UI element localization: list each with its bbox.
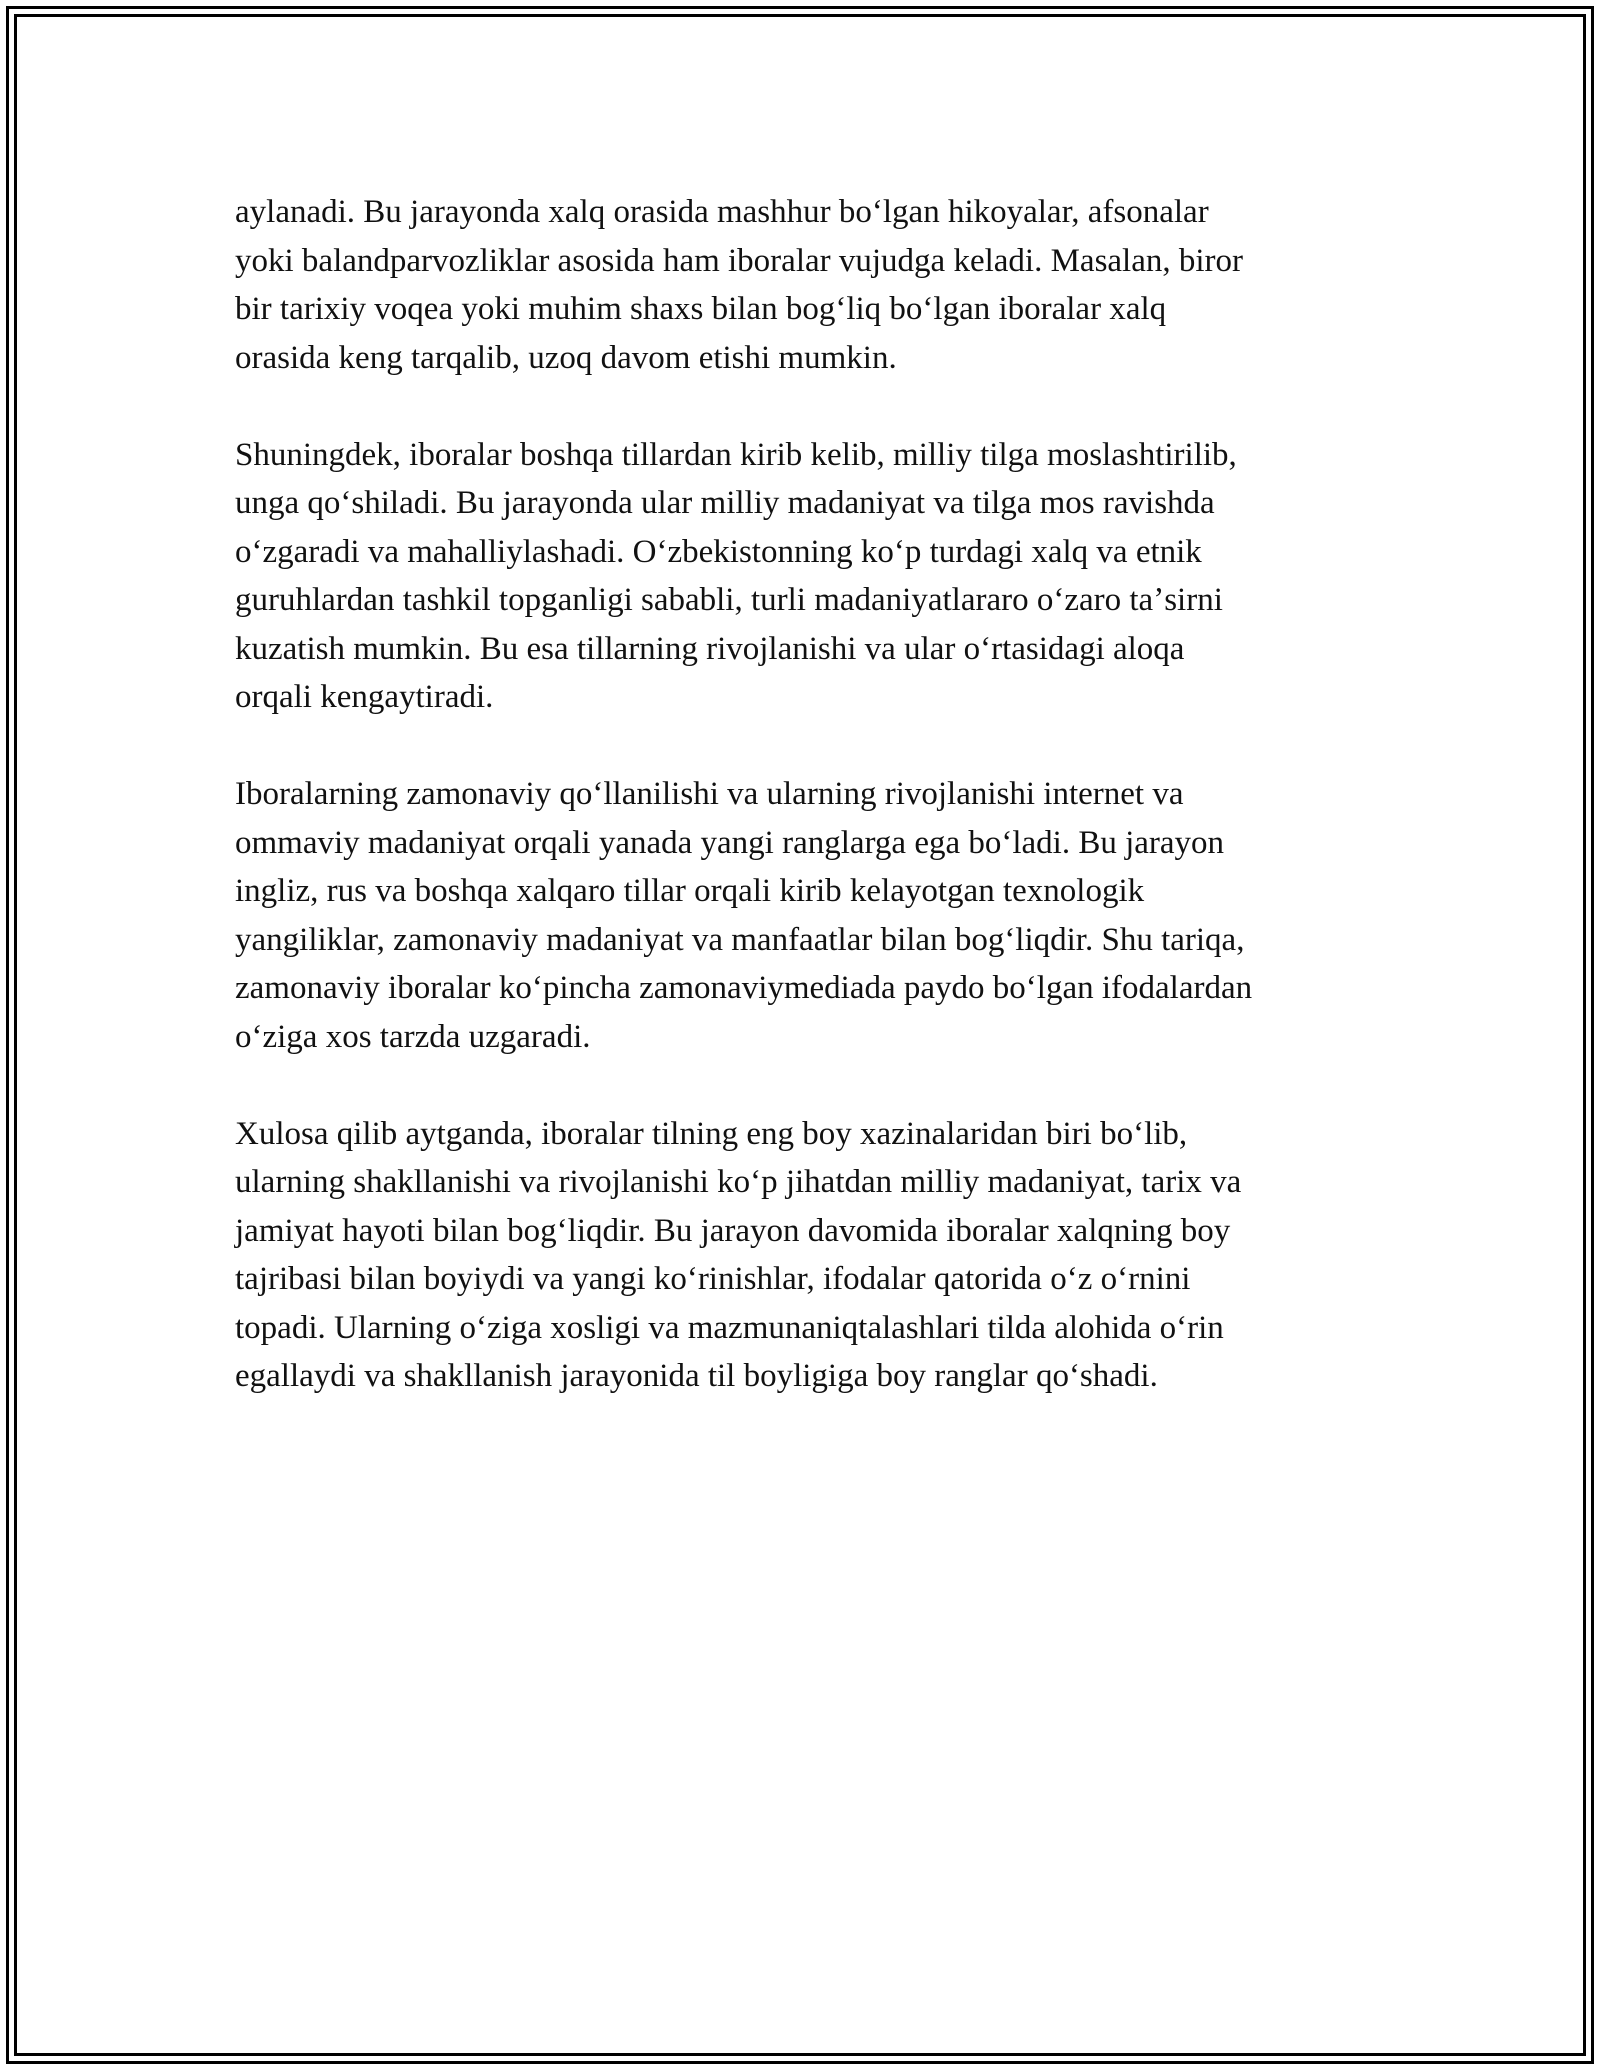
paragraph-4 <box>235 1110 1380 1401</box>
text-line: kuzatish mumkin. Bu esa tillarning rivojlanishi va ular oʻrtasidagi aloqa <box>235 630 1185 667</box>
text-line: yoki balandparvozliklar asosida ham iboralar vujudga keladi. Masalan, biror <box>235 242 1244 279</box>
text-line: orqali kengaytiradi. <box>235 679 494 715</box>
text-line: Iboralarning zamonaviy qoʻllanilishi va ularning rivojlanishi internet va <box>235 776 1184 812</box>
text-line: ingliz, rus va boshqa xalqaro tillar orqali kirib kelayotgan texnologik <box>235 873 1145 909</box>
text-line: Shuningdek, iboralar boshqa tillardan kirib kelib, milliy tilga moslashtirilib, <box>235 436 1237 473</box>
document-body <box>235 188 1380 1449</box>
text-line: unga qoʻshiladi. Bu jarayonda ular milliy madaniyat va tilga mos ravishda <box>235 485 1215 521</box>
text-line: oʻziga xos tarzda uzgaradi. <box>235 1018 591 1055</box>
paragraph-1 <box>235 188 1380 382</box>
paragraph-2 <box>235 431 1380 722</box>
text-line: jamiyat hayoti bilan bogʻliqdir. Bu jarayon davomida iboralar xalqning boy <box>235 1212 1231 1249</box>
text-line: aylanadi. Bu jarayonda xalq orasida mashhur boʻlgan hikoyalar, afsonalar <box>235 194 1209 230</box>
text-line: tajribasi bilan boyiydi va yangi koʻrinishlar, ifodalar qatorida oʻz oʻrnini <box>235 1261 1191 1297</box>
text-line: topadi. Ularning oʻziga xosligi va mazmunaniqtalashlari tilda alohida oʻrin <box>235 1309 1224 1346</box>
text-line: yangiliklar, zamonaviy madaniyat va manfaatlar bilan bogʻliqdir. Shu tariqa, <box>235 921 1245 958</box>
text-line: oʻzgaradi va mahalliylashadi. Oʻzbekistonning koʻp turdagi xalq va etnik <box>235 533 1202 570</box>
text-line: guruhlardan tashkil topganligi sababli, turli madaniyatlararo oʻzaro taʼsirni <box>235 582 1223 618</box>
text-line: Xulosa qilib aytganda, iboralar tilning eng boy xazinalaridan biri boʻlib, <box>235 1115 1188 1152</box>
text-line: egallaydi va shakllanish jarayonida til boyligiga boy ranglar qoʻshadi. <box>235 1358 1158 1394</box>
text-line: ularning shakllanishi va rivojlanishi koʻp jihatdan milliy madaniyat, tarix va <box>235 1164 1242 1200</box>
paragraph-3 <box>235 770 1380 1061</box>
text-line: zamonaviy iboralar koʻpincha zamonaviymediada paydo boʻlgan ifodalardan <box>235 970 1253 1006</box>
text-line: orasida keng tarqalib, uzoq davom etishi mumkin. <box>235 339 897 376</box>
text-line: bir tarixiy voqea yoki muhim shaxs bilan bogʻliq boʻlgan iboralar xalq <box>235 291 1167 327</box>
text-line: ommaviy madaniyat orqali yanada yangi ranglarga ega boʻladi. Bu jarayon <box>235 824 1225 861</box>
